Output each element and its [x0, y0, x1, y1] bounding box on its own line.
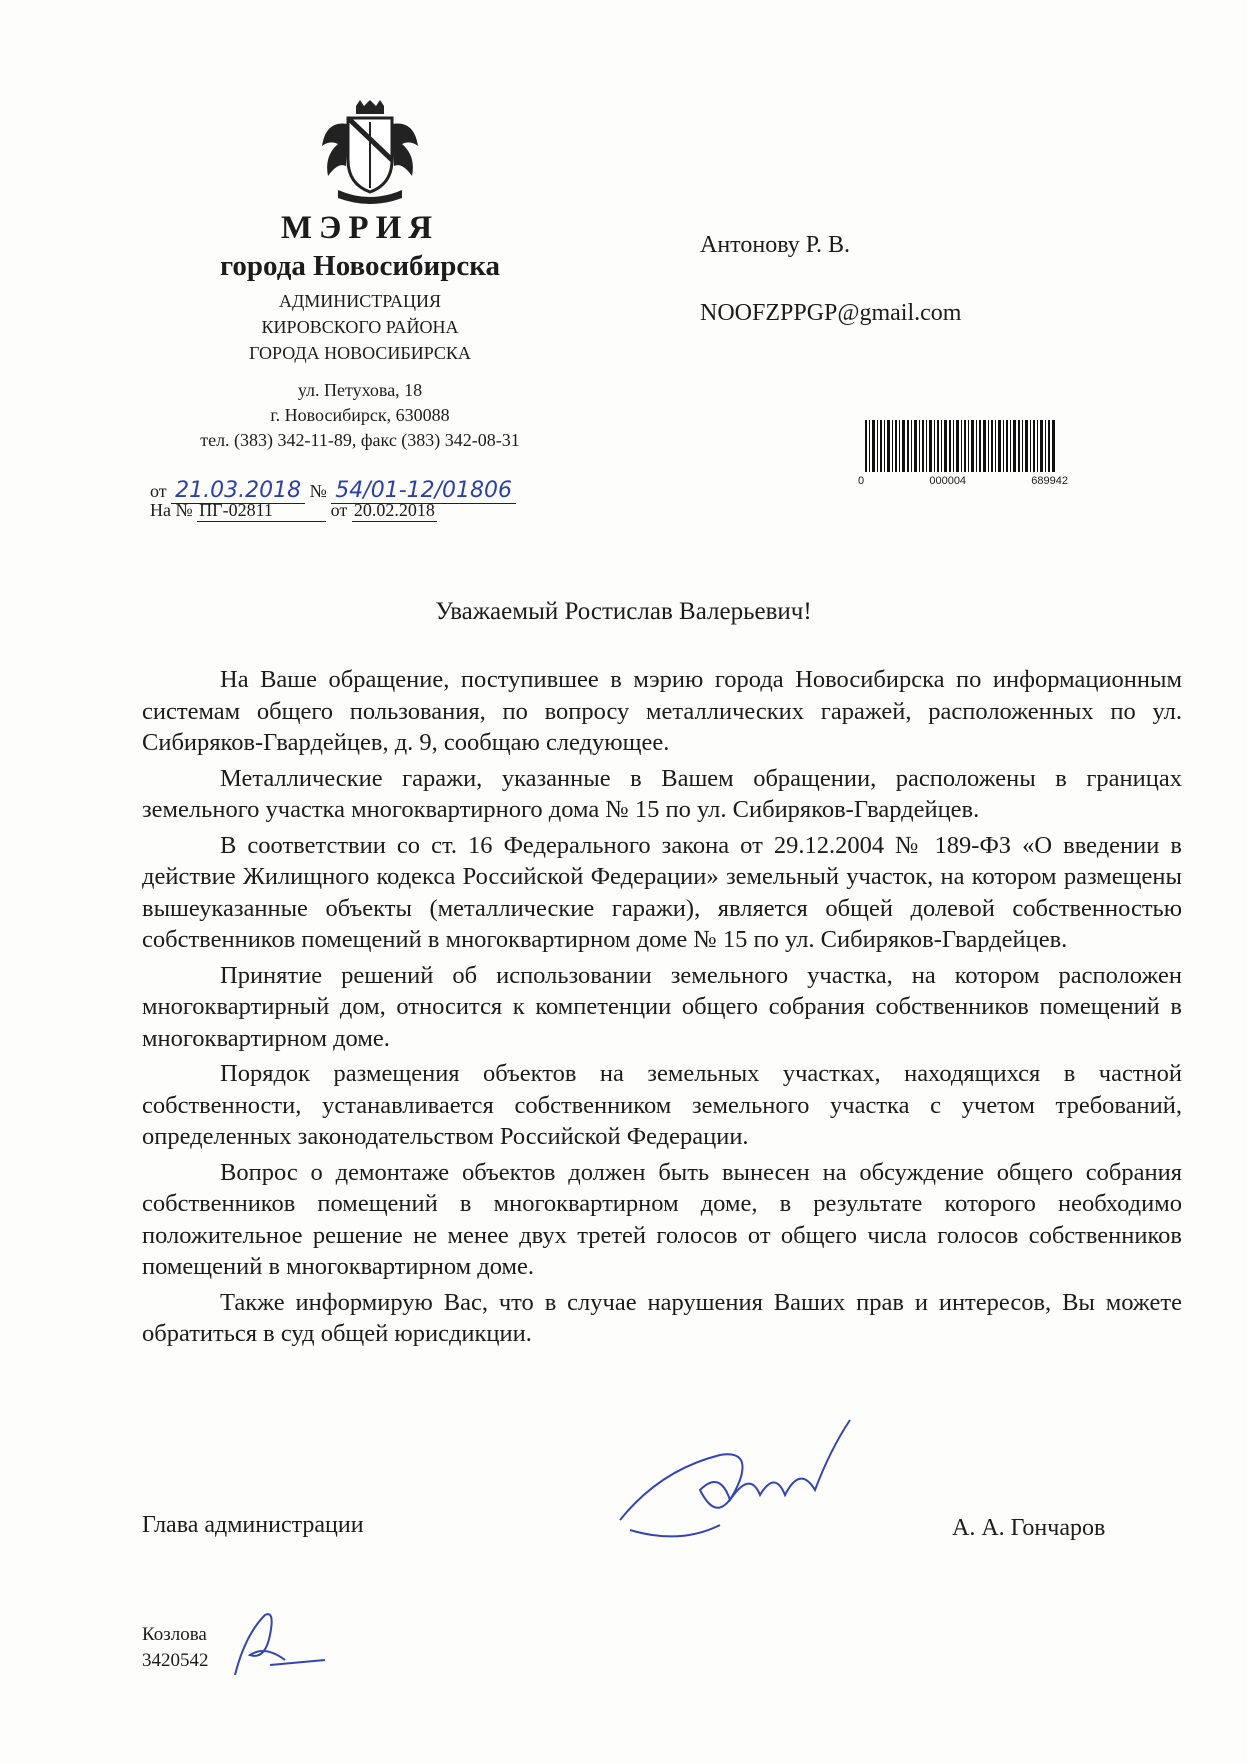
greeting: Уважаемый Ростислав Валерьевич! [435, 598, 812, 625]
signatory-title: Глава администрации [142, 1512, 364, 1538]
barcode-number [858, 475, 1068, 487]
body-paragraph: Также информирую Вас, что в случае нарушения Ваших прав и интересов, Вы можете обратиться в суд общей юрисдикции. [142, 1288, 1182, 1347]
outgoing-number: 54/01-12/01806 [331, 478, 516, 504]
body-paragraph: Металлические гаражи, указанные в Вашем обращении, расположены в границах земельного участка многоквартирного дома № 15 по ул. Сибиряков-Гвардейцев. [142, 764, 1182, 823]
executor-initials-signature [225, 1605, 345, 1685]
executor-info [142, 1622, 209, 1674]
executor-phone: 3420542 [142, 1650, 209, 1671]
reply-from-label: от [330, 500, 348, 520]
barcode-sticker [790, 395, 1090, 570]
barcode-digits: 000004 [929, 475, 967, 487]
barcode-digits: 0 [858, 475, 865, 487]
address-line: г. Новосибирск, 630088 [270, 405, 450, 425]
signatory-name: А. А. Гончаров [952, 1515, 1106, 1541]
body-paragraph: В соответствии со ст. 16 Федерального закона от 29.12.2004 № 189-ФЗ «О введении в действие Жилищного кодекса Российской Федерации» земельный участок, на котором размещены вышеуказанные объекты (металлические гаражи), является общей долевой собственностью собственников помещений в многоквартирном доме № 15 по ул. Сибиряков-Гвардейцев. [142, 831, 1182, 953]
executor-name: Козлова [142, 1624, 207, 1645]
org-city: города Новосибирска [219, 250, 501, 282]
barcode-digits: 689942 [1031, 475, 1068, 487]
body-paragraph: Порядок размещения объектов на земельных участках, находящихся в частной собственности, устанавливается собственником земельного участка с учетом требований, определенных законодательством Российской Федерации. [142, 1060, 1182, 1150]
from-label: от [150, 481, 167, 501]
department-line: ГОРОДА НОВОСИБИРСКА [249, 343, 471, 363]
department-line: КИРОВСКОГО РАЙОНА [261, 317, 459, 337]
barcode-icon [865, 420, 1055, 472]
reply-number: ПГ-02811 [197, 500, 326, 522]
reply-date: 20.02.2018 [353, 500, 435, 520]
address-line: ул. Петухова, 18 [297, 380, 423, 400]
reply-registration [150, 500, 437, 522]
reply-label: На № [150, 500, 193, 520]
body-paragraph: Принятие решений об использовании земельного участка, на котором расположен многоквартирный дом, относится к компетенции общего собрания собственников помещений в многоквартирном доме. [142, 961, 1182, 1052]
handwritten-signature [600, 1410, 900, 1560]
body-paragraph: На Ваше обращение, поступившее в мэрию города Новосибирска по информационным системам общего пользования, по вопросу металлических гаражей, расположенных по ул. Сибиряков-Гвардейцев, д. 9, сообщаю следующее. [142, 666, 1182, 756]
number-label: № [309, 481, 327, 501]
address-line: тел. (383) 342-11-89, факс (383) 342-08-31 [200, 430, 520, 450]
department-name [130, 288, 590, 366]
outgoing-date: 21.03.2018 [171, 478, 305, 504]
body-paragraph: Вопрос о демонтаже объектов должен быть вынесен на обсуждение общего собрания собственников помещений в многоквартирном доме, в результате которого необходимо положительное решение не менее двух третей голосов от общего числа голосов собственников помещений в многоквартирном доме. [142, 1158, 1182, 1280]
recipient-email: NOOFZPPGP@gmail.com [700, 300, 962, 326]
coat-of-arms-icon [318, 100, 422, 206]
department-line: АДМИНИСТРАЦИЯ [279, 291, 441, 311]
org-title: МЭРИЯ [280, 210, 440, 246]
org-address [140, 378, 580, 453]
letter-body [142, 664, 1182, 1354]
recipient-name: Антонову Р. В. [700, 232, 851, 258]
